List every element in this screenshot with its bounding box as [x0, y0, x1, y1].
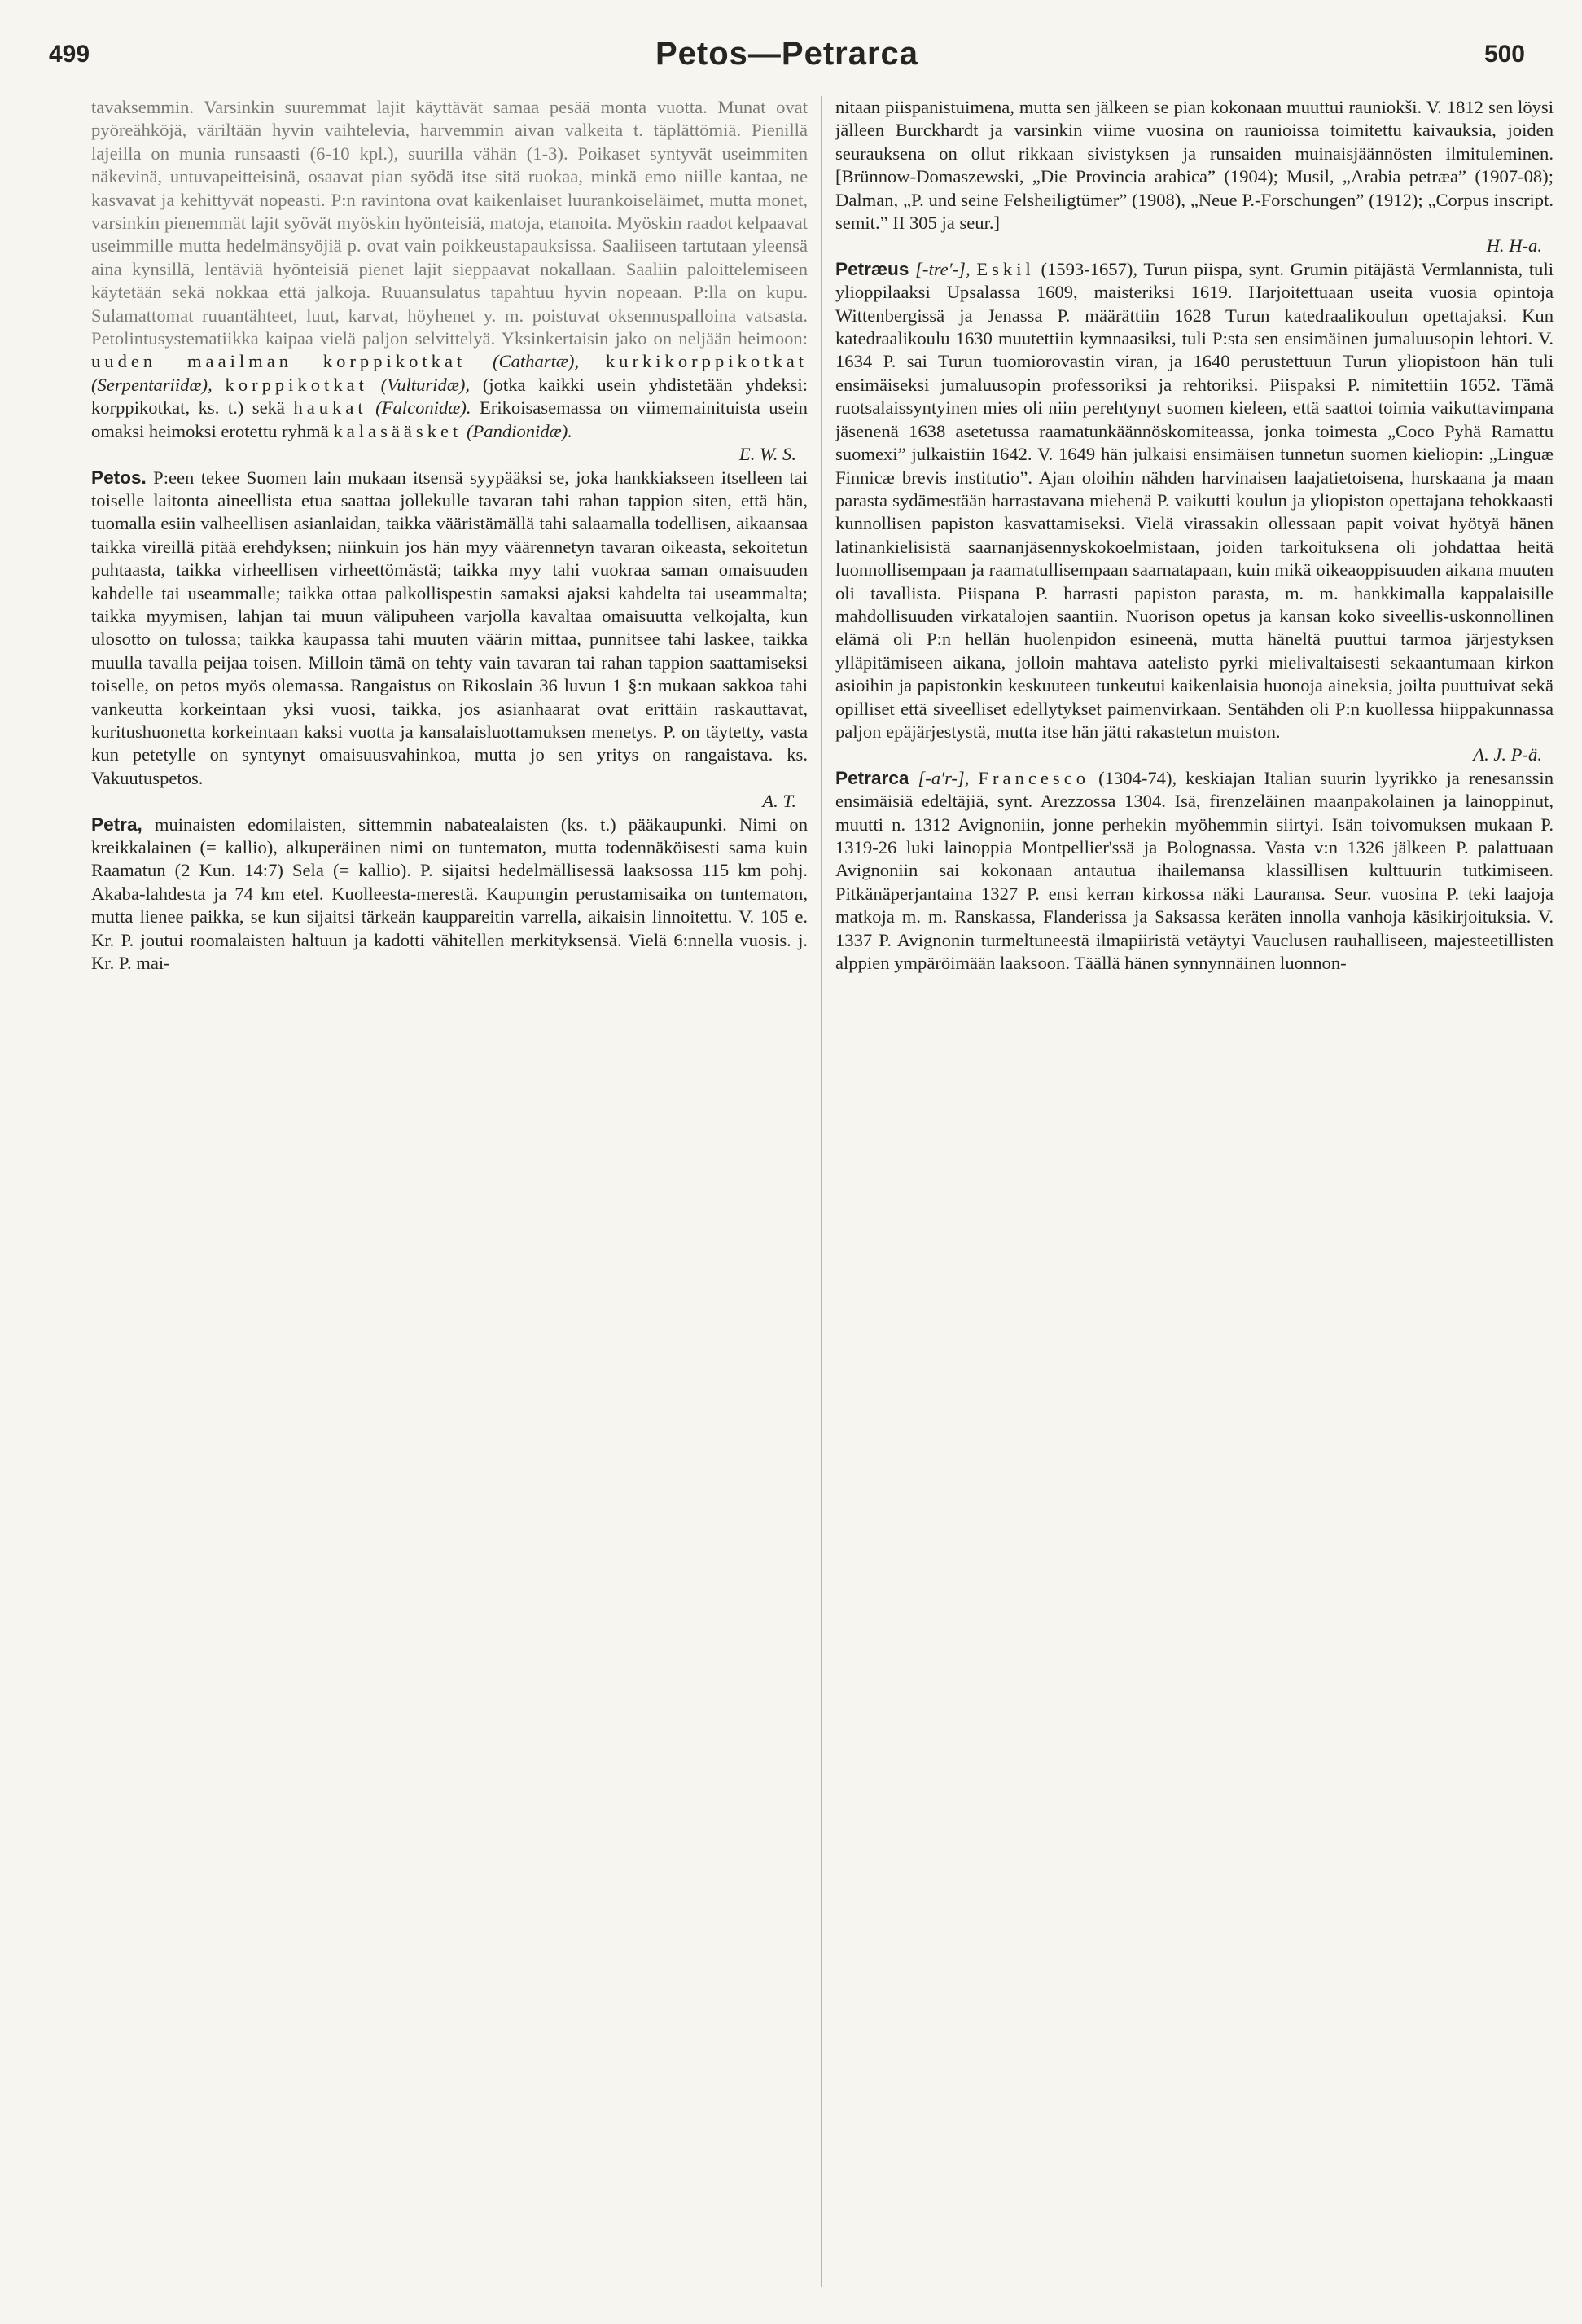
petraeus-name: Eskil — [976, 258, 1035, 279]
family-rest: Erikoisasemassa on viimemainituista usein omaksi heimoksi erotettu ryhmä — [91, 397, 808, 441]
family-2: kurkikorppikotkat — [605, 351, 808, 372]
family-3-latin: (Vulturidæ), — [380, 374, 471, 395]
signature-1: E. W. S. — [738, 444, 796, 465]
signature-2: A. T. — [762, 791, 796, 812]
entry-petra — [91, 813, 808, 976]
family-1: uuden maailman korppikotkat — [91, 351, 467, 372]
column-divider — [821, 96, 822, 2287]
family-5-latin: (Pandionidæ). — [466, 420, 572, 441]
entry-petos — [91, 467, 808, 791]
page-header — [49, 36, 1525, 77]
entry-petraeus — [835, 258, 1554, 744]
petra-text: muinaisten edomilaisten, sittemmin nabatealaisten (ks. t.) pääkaupunki. Nimi on kreikkalainen (= kallio), alkuperäinen nimi on tuntematon, mutta todennäköisesti sama kuin Raamatun (2 Kun. 14:7) Sela (= kallio). P. sijaitsi hedelmällisessä laaksossa 115 km pohj. Akaba-lahdesta ja 74 km etel. Kuolleesta-merestä. Kaupungin perustamisaika on tuntematon, mutta lienee paikka, se kun sijaitsi tärkeän kauppareitin varrella, aikaisin linnoitettu. V. 105 e. Kr. P. joutui roomalaisten haltuun ja kadotti vähitellen merkityksensä. Vielä 6:nnella vuosis. j. Kr. P. mai- — [91, 813, 808, 974]
family-3-rest: (jotka kaikki usein yhdistetään yhdeksi: korppikotkat, ks. t.) sekä — [91, 374, 809, 419]
petrarca-pronunciation: [-a′r-], — [918, 767, 970, 788]
family-2-latin: (Serpentariidæ), — [91, 374, 213, 395]
headword-petrarca: Petrarca — [835, 767, 909, 788]
petolinnut-text: tavaksemmin. Varsinkin suuremmat lajit käyttävät samaa pesää monta vuotta. Munat ovat pyöreähköjä, väriltään hyvin vaihtelevia, harvemmin aivan valkeita t. täplättömiä. Pienillä lajeilla on munia runsaasti (6-10 kpl.), suurilla vähän (1-3). Poikaset syntyvät useimmiten näkevinä, untuvapeitteisinä, osaavat pian syödä itse sitä ruokaa, minkä emo niille kantaa, ne kasvavat ja kehittyvät nopeasti. P:n ravintona ovat kaikenlaiset luurankoiseläimet, mutta monet, varsinkin pienemmät lajit syövät myöskin hyönteisiä, matoja, etanoita. Myöskin raadot kelpaavat useimmille mutta hedelmänsyöjiä p. ovat vain poikkeustapauksissa. Saaliiseen tartutaan yleensä aina kynsillä, lentäviä hyönteisiä pienet lajit sieppaavat nokallaan. Saaliin paloittelemiseen käytetään sekä nokkaa että jalkoja. Ruuansulatus tapahtuu hyvin nopeaan. P:lla on kupu. Sulamattomat ruuantähteet, luut, karvat, höyhenet y. m. poistuvat oksennuspalloina vatsasta. Petolintusystematiikka kaipaa vielä paljon selvittelyä. Yksinkertaisin jako on neljään heimoon: — [91, 97, 808, 349]
running-title: Petos—Petrarca — [655, 36, 919, 72]
family-3: korppikotkat — [225, 374, 368, 395]
right-column — [835, 96, 1554, 975]
petrarca-name: Francesco — [978, 767, 1090, 788]
petrarca-text: (1304-74), keskiajan Italian suurin lyyrikko ja renesanssin ensimäisiä edeltäjiä, synt. Arezzossa 1304. Isä, firenzeläinen maanpakolainen ja lainoppinut, muutti n. 1312 Avignoniin, jonne perhekin myöhemmin siirtyi. Isän toivomuksen mukaan P. 1319-26 luki lainoppia Montpellier'ssä ja Bolognassa. Vasta v:n 1326 jälkeen P. palattuaan Avignoniin sai kokonaan antautua ihailemansa klassillisen kulttuurin tutkimiseen. Pitkänäperjantaina 1327 P. ensi kerran kirkossa näki Lauransa. Seur. vuosina P. teki laajoja matkoja m. m. Ranskassa, Flanderissa ja Saksassa keräten innolla vanhoja käsikirjoituksia. V. 1337 P. Avignonin turmeltuneestä ilmapiiristä vetäytyi Vauclusen rauhalliseen, majesteetillisten alppien ympäröimään laaksoon. Täällä hänen synnynnäinen luonnon- — [835, 767, 1554, 974]
family-4: haukat — [293, 397, 367, 419]
family-1-latin: (Cathartæ), — [493, 351, 580, 372]
page-number-right: 500 — [1483, 41, 1525, 68]
petraeus-pronunciation: [-tre′-], — [915, 258, 971, 279]
petra-continuation: nitaan piispanistuimena, mutta sen jälkeen se pian kokonaan muuttui rauniokši. V. 1812 sen löysi jälleen Burckhardt ja varsinkin viime vuosina on raunioissa toimitettu kaivauksia, joiden seurauksena on ollut rikkaan sivistyksen ja runsaiden muinaisjäännösten ilmituleminen. [Brünnow-Domaszewski, „Die Provincia arabica” (1904); Musil, „Arabia petræa” (1907-08); Dalman, „P. und seine Felsheiligtümer” (1908), „Neue P.-Forschungen” (1912); „Corpus inscript. semit.” II 305 ja seur.] — [835, 97, 1554, 234]
petolinnut-continuation — [91, 96, 808, 443]
petraeus-text: (1593-1657), Turun piispa, synt. Grumin pitäjästä Vermlannista, tuli ylioppilaaksi Upsalassa 1609, maisteriksi 1619. Harjoitettuaan useita vuosia opintoja Wittenbergissä ja Jenassa P. määrättiin 1628 Turun katedraalikoulun opettajaksi. Kun katedraalikoulu 1630 muutettiin kymnaasiksi, tuli P:sta sen ensimäinen jumaluusopin lehtori. V. 1634 P. sai Turun tuomiorovastin viran, ja 1640 perustettuun Turun yliopistoon hän tuli ensimäiseksi jumaluusopin professoriksi ja rehtoriksi. Piispaksi P. nimitettiin 1652. Tämä ruotsalaissyntyinen mies oli niin perehtynyt suomen kieleen, että saattoi toimia vaikuttavimpana jäsenenä 1638 asetetussa raamatunkäännöskomiteassa, jonka toimesta „Coco Pyhä Ramattu suomexi” julkaistiin 1642. V. 1649 hän julkaisi ensimäisen tunnetun suomen kieliopin: „Linguæ Finnicæ brevis institutio”. Ajan oloihin nähden harvinaisen laajatietoisena, hurskaana ja maan parasta sydämestään harrastavana miehenä P. vaikutti koulun ja yliopiston opettajana tehokkaasti kunnollisen papiston kasvattamiseksi. Vielä virassakin ollessaan papit voivat hyötyä hänen latinankielisistä saarnanjäsennyskokoelmistaan, joiden tarkoituksena oli johdattaa heitä luonnollisempaan ja raamatullisempaan saarnatapaan, kuin mikä oikeaoppisuuden aikana muuten oli tavallista. Piispana P. harrasti papiston parasta, m. m. hankkimalla kappalaisille mahdollisuuden virkatalojen saantiin. Nuorison opetus ja kansan koko siveellis-uskonnollinen elämä oli P:n hellän huolenpidon esineenä, mutta häneltä puuttui tarmoa järjestyksen ylläpitämiseen aikana, jolloin mahtava aatelisto pyrki mielivaltaisesti sekaantumaan kirkon asioihin ja papistonkin keskuuteen tunkeutui kaikenlaisia huonoja aineksia, joilta puuttuivat sekä opilliset että siveelliset edellytykset paimenvirkaan. Sentähden oli P:n kuollessa hiippakunnassa paljon epäjärjestystä, mutta itse hän jätti rakastetun muiston. — [835, 258, 1554, 742]
signature-3: H. H-a. — [1486, 235, 1542, 257]
headword-petra: Petra, — [91, 813, 142, 835]
page-number-left: 499 — [49, 41, 90, 68]
signature-4: A. J. P-ä. — [1473, 744, 1542, 765]
family-5: kalasääsket — [333, 420, 462, 441]
left-column — [91, 96, 808, 975]
petos-text: P:een tekee Suomen lain mukaan itsensä syypääksi se, joka hankkiakseen itselleen tai toiselle laitonta aineellista etua saattaa jollekulle tavaran tahi rahan tappion siten, että hän, tuomalla esiin valheellisen asianlaidan, taikka vääristämällä tahi salaamalla todellisen, aikaansaa taikka vireillä pitää erehdyksen; niinkuin jos hän myy väärennetyn tavaran oikeasta, sekoitetun puhtaasta, taikka virheellisen virheettömästä; taikka myy tahi vuokraa saman omaisuuden kahdelle tai useammalle; taikka ottaa palkollispestin samaksi ajaksi kahdelta tai useammalta; taikka myymisen, lahjan tai muun välipuheen varjolla kavaltaa omaisuutta velkojalta, kun ulosotto on tulossa; taikka kaupassa tahi muuten väärin mittaa, punnitsee tahi laskee, taikka muulla tavalla peijaa toisen. Milloin tämä on tehty vain tavaran tai rahan tappion saattamiseksi toiselle, on petos myös olemassa. Rangaistus on Rikoslain 36 luvun 1 §:n mukaan sakkoa tahi vankeutta korkeintaan yksi vuosi, taikka, jos asianhaarat ovat erittäin raskauttavat, kuritushuonetta korkeintaan kaksi vuotta ja kansalaisluottamuksen menetys. P. on täytetty, vasta kun petetylle on syntynyt omaisuusvahinkoa, mutta jo sen yritys on rangaistava. ks. Vakuutuspetos. — [91, 467, 808, 788]
headword-petraeus: Petræus — [835, 258, 909, 279]
family-4-latin: (Falconidæ). — [375, 397, 471, 419]
entry-petrarca — [835, 767, 1554, 976]
headword-petos: Petos. — [91, 467, 147, 488]
